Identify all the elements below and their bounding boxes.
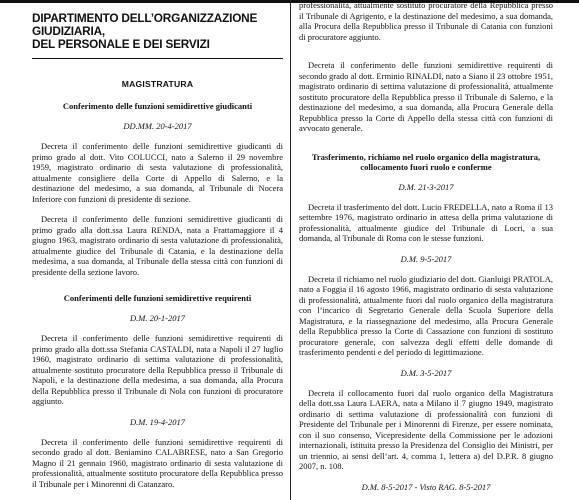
department-masthead [32, 12, 283, 51]
section-title: MAGISTRATURA [121, 79, 194, 89]
decree-date: D.M. 3-5-2017 [400, 367, 452, 378]
subheading-trasferimento: Trasferimento, richiamo nel ruolo organico della magistratura, collocamento fuori ruolo e conferme [311, 151, 541, 172]
masthead-rule [32, 58, 283, 59]
decree-paragraph: Decreta il collocamento fuori dal ruolo organico della Magistratura della dott.ssa Laura LAERA, nata a Milano il 7 giugno 1949, magistrato ordinario di settima valutazione di professionalità con funzioni di Presidente del Tribunale per i Minorenni di Firenze, per essere nominata, con il suo consenso, Vicepresidente della Commissione per le adozioni internazionali, istituita presso la Presidenza del Consiglio dei Ministri, per un triennio, ai sensi dell’art. 4, comma 1, lettera a) del D.P.R. 8 giugno 2007, n. 108. [299, 387, 553, 471]
column-divider [290, 0, 291, 500]
decree-paragraph: Decreta il conferimento delle funzioni semidirettive giudicanti di primo grado al dott. Vito COLUCCI, nato a Salerno il 29 novembre 1959, magistrato ordinario di sesta valutazione di professionalità, attualmente consigliere della Corte di Appello di Salerno, e la destinazione del medesimo, a sua domanda, al Tribunale di Nocera Inferiore con funzioni di presidente di sezione. [32, 141, 283, 204]
decree-date: D.M. 20-1-2017 [129, 313, 185, 323]
right-column [299, 0, 553, 500]
decree-paragraph: Decreta il conferimento delle funzioni semidirettive requirenti di secondo grado al dott. Erminio RINALDI, nato a Siano il 23 ottobre 1951, magistrato ordinario di settima valutazione di professionalità, attualmente sostituto procuratore della Repubblica presso il Tribunale di Salerno, e la destinazione del medesimo, a sua domanda, alla Procura Generale della Repubblica presso la Corte di Appello della stessa città con funzioni di avvocato generale. [299, 60, 553, 133]
decree-date: D.M. 19-4-2017 [129, 416, 185, 427]
subheading-semidirettive-giudicanti: Conferimento delle funzioni semidirettive giudicanti [62, 101, 253, 111]
decree-date: D.M. 21-3-2017 [398, 181, 454, 192]
decree-paragraph: Decreta il conferimento delle funzioni semidirettive requirenti di secondo grado al dott. Beniamino CALABRESE, nato a San Gregorio Magno il 21 gennaio 1960, magistrato ordinario di sesta valutazione di professionalità, attualmente sostituto procuratore della Repubblica presso il Tribunale per i Minorenni di Catanzaro. [32, 436, 283, 489]
decree-paragraph: Decreta il richiamo nel ruolo giudiziario del dott. Gianluigi PRATOLA, nato a Foggia il 16 agosto 1966, magistrato ordinario di sesta valutazione di professionalità, attualmente fuori dal ruolo organico della magistratura con l’incarico di Segretario Generale della Scuola Superiore della Magistratura, e la riassegnazione del medesimo, alla Procura Generale della Repubblica presso la Corte di Cassazione con funzioni di sostituto procuratore generale, con salvezza degli effetti delle domande di trasferimento pendenti e del periodo di legittimazione. [299, 273, 553, 357]
masthead-line-2: DEL PERSONALE E DEI SERVIZI [32, 37, 210, 51]
decree-paragraph-continued: professionalità, attualmente sostituto procuratore della Repubblica presso il Tribunale di Agrigento, e la destinazione del medesimo, a sua domanda, alla Procura della Repubblica presso il Tribunale di Catania con funzioni di procuratore aggiunto. [299, 0, 553, 42]
decree-date: DD.MM. 20-4-2017 [123, 121, 192, 131]
left-column [32, 0, 283, 500]
subheading-semidirettive-requirenti: Conferimenti delle funzioni semidirettive requirenti [63, 293, 252, 303]
decree-date: D.M. 8-5-2017 - Visto RAG. 8-5-2017 [361, 481, 491, 492]
decree-paragraph: Decreta il trasferimento del dott. Lucio FREDELLA, nato a Roma il 13 settembre 1976, magistrato ordinario in attesa della prima valutazione di professionalità, attualmente giudice del Tribunale di Locri, a sua domanda, al Tribunale di Roma con le stesse funzioni. [299, 201, 553, 243]
masthead-line-1: DIPARTIMENTO DELL’ORGANIZZAZIONE GIUDIZIARIA, [32, 11, 258, 38]
decree-paragraph: Decreta il conferimento delle funzioni semidirettive giudicanti di primo grado alla dott.ssa Laura RENDA, nata a Frattamaggiore il 4 giugno 1963, magistrato ordinario di sesta valutazione di professionalità, attualmente giudice del Tribunale di Catania, e la destinazione della medesima, a sua domanda, al Tribunale della stessa città con funzioni di presidente della sezione lavoro. [32, 214, 283, 277]
decree-paragraph: Decreta il conferimento delle funzioni semidirettive requirenti di primo grado alla dott.ssa Stefania CASTALDI, nata a Napoli il 27 luglio 1960, magistrato ordinario di settima valutazione di professionalità, attualmente sostituto procuratore della Repubblica presso il Tribunale di Napoli, e la destinazione della medesima, a sua domanda, alla Procura della Repubblica presso il Tribunale di Nola con funzioni di procuratore aggiunto. [32, 333, 283, 406]
decree-date: D.M. 9-5-2017 [400, 253, 452, 264]
